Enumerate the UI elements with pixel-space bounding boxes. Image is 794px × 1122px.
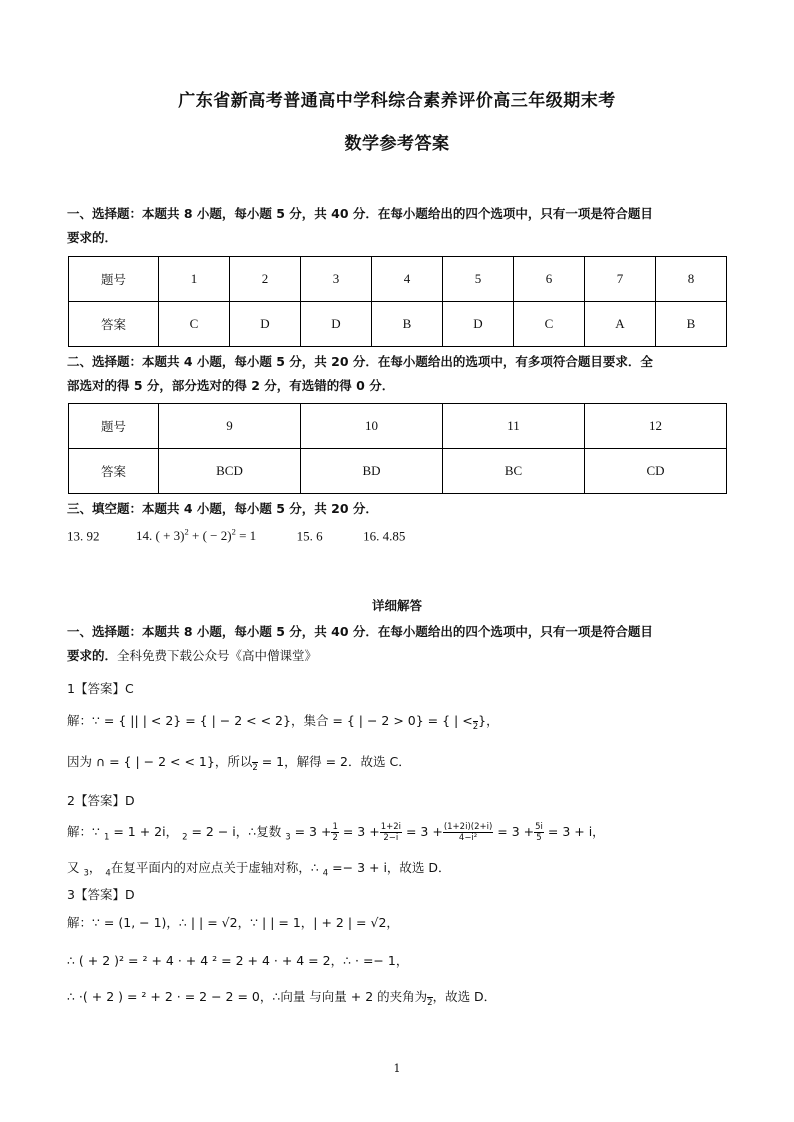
answer-cell: BD (301, 449, 443, 494)
answer-cell: BC (443, 449, 585, 494)
section2-heading (67, 350, 732, 398)
section2-heading-line2: 部选对的得 5 分，部分选对的得 2 分，有选错的得 0 分． (67, 378, 395, 393)
table-row-numbers (69, 257, 727, 302)
answer-cell: BCD (159, 449, 301, 494)
question-number: 12 (585, 404, 727, 449)
answer-cell: B (656, 302, 727, 347)
section3-heading: 三、填空题：本题共 4 小题，每小题 5 分，共 20 分． (67, 501, 378, 516)
fraction: $\frac{5i}{5}$ (535, 822, 543, 843)
section2-answer-table (68, 403, 727, 494)
fraction: 2 (252, 752, 257, 773)
fraction: 2 (473, 711, 478, 732)
section1-answer-table (68, 256, 727, 347)
fraction: $\frac{1}{2}$ (332, 822, 338, 843)
answer-15: 15. 6 (296, 528, 323, 544)
answer-cell: C (159, 302, 230, 347)
answer-cell: D (230, 302, 301, 347)
q1-answer-tag: 1【答案】C (67, 681, 134, 696)
document-subtitle: 数学参考答案 (344, 134, 450, 154)
row-label: 答案 (69, 449, 159, 494)
q2-answer-tag: 2【答案】D (67, 793, 135, 808)
q3-line3: ∴ ·( + 2 ) = ² + 2 · = 2 − 2 = 0，∴向量 与向量 + 2 的夹角为 2 ，故选 D． (67, 989, 497, 1008)
question-number: 4 (372, 257, 443, 302)
row-label: 题号 (69, 404, 159, 449)
promo-text: 全科免费下载公众号《高中僧课堂》 (117, 648, 318, 663)
detail-heading-line2: 要求的．全科免费下载公众号《高中僧课堂》 (67, 648, 318, 663)
page-number: 1 (393, 1062, 401, 1075)
answer-16: 16. 4.85 (363, 528, 406, 544)
question-number: 2 (230, 257, 301, 302)
fraction: 2 (427, 987, 432, 1008)
q2-line2: 又 $_3$， $_4$在复平面内的对应点关于虚轴对称，∴ $_4$ =− 3 + i，故选 D． (67, 860, 451, 879)
fraction: $\frac{(1+2i)(2+i)}{\text{4−i²}}$ (443, 822, 493, 843)
q1-line1: 解：∵ = { || | < 2} = { | − 2 < < 2}，集合 = { | − 2 > 0} = { | < 2 }， (67, 713, 499, 732)
answer-14: 14. ( + 3)$^2$ + ( − 2)$^2$ = 1 (136, 527, 257, 544)
q1-line2: 因为 ∩ = { | − 2 < < 1}，所以 2 = 1，解得 = 2．故选 C． (67, 754, 411, 773)
table-row-answers (69, 302, 727, 347)
question-number: 7 (585, 257, 656, 302)
section1-heading-line2: 要求的． (67, 230, 118, 245)
question-number: 3 (301, 257, 372, 302)
fraction: $\frac{1+2i}{2-i}$ (380, 822, 401, 843)
detail-heading-line1: 一、选择题：本题共 8 小题，每小题 5 分，共 40 分．在每小题给出的四个选项中，只有一项是符合题目 (67, 624, 653, 639)
question-number: 11 (443, 404, 585, 449)
table-row-numbers (69, 404, 727, 449)
answer-cell: B (372, 302, 443, 347)
question-number: 1 (159, 257, 230, 302)
row-label: 答案 (69, 302, 159, 347)
section1-heading-line1: 一、选择题：本题共 8 小题，每小题 5 分，共 40 分．在每小题给出的四个选项中，只有一项是符合题目 (67, 206, 653, 221)
question-number: 9 (159, 404, 301, 449)
question-number: 8 (656, 257, 727, 302)
q3-answer-tag: 3【答案】D (67, 887, 135, 902)
answer-cell: A (585, 302, 656, 347)
detail-heading (67, 620, 732, 668)
question-number: 5 (443, 257, 514, 302)
answer-13: 13. 92 (67, 528, 100, 544)
document-title: 广东省新高考普通高中学科综合素养评价高三年级期末考 (178, 91, 616, 111)
answer-cell: C (514, 302, 585, 347)
fill-in-answers (67, 527, 405, 544)
q3-line1: 解：∵ = (1, − 1)，∴ | | = √2，∵ | | = 1，| + 2 | = √2， (67, 915, 399, 930)
question-number: 6 (514, 257, 585, 302)
answer-cell: D (301, 302, 372, 347)
answer-cell: D (443, 302, 514, 347)
section2-heading-line1: 二、选择题：本题共 4 小题，每小题 5 分，共 20 分．在每小题给出的选项中，有多项符合题目要求．全 (67, 354, 653, 369)
question-number: 10 (301, 404, 443, 449)
q2-line1: 解：∵ $_1$ = 1 + 2i， $_2$ = 2 − i，∴复数 $_3$ = 3 + $\frac{1}{2}$ = 3 + $\frac{1+2i}{2-i}$ = 3 + $\frac{(1+2i)(2+i)}{\text{4−i²}}$ = 3 + $\frac{5i}{5}$ = 3 + i， (67, 822, 605, 843)
row-label: 题号 (69, 257, 159, 302)
answer-cell: CD (585, 449, 727, 494)
q3-line2: ∴ ( + 2 )² = ² + 4 · + 4 ² = 2 + 4 · + 4 = 2，∴ · =− 1， (67, 953, 409, 968)
detail-title: 详细解答 (371, 598, 422, 613)
section1-heading (67, 202, 732, 250)
table-row-answers (69, 449, 727, 494)
